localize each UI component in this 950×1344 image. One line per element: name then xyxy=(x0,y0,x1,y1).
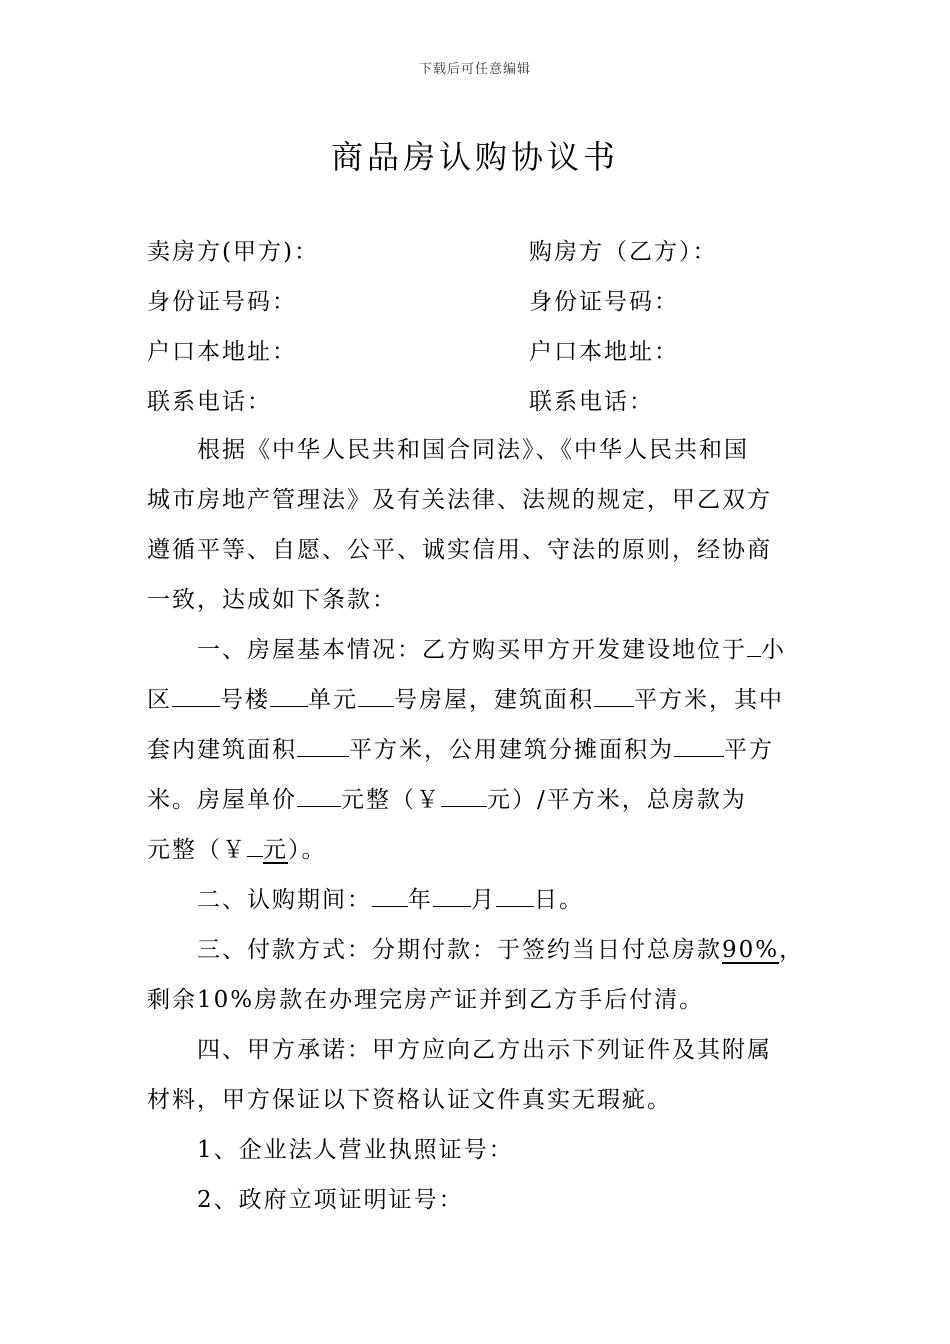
party-row-address xyxy=(147,332,807,382)
buyer-address-label: 户口本地址： xyxy=(529,339,679,365)
clause-1-text: 米。房屋单价 xyxy=(147,787,297,813)
document-title: 商品房认购协议书 xyxy=(330,138,619,176)
blank-field[interactable] xyxy=(172,676,220,707)
list-item: 2、政府立项证明证号： xyxy=(197,1187,464,1213)
clause-1-line xyxy=(147,675,807,725)
clause-1-text: 元整（￥ xyxy=(147,837,247,863)
party-row-names xyxy=(147,232,807,282)
agreement-body xyxy=(147,425,807,1225)
blank-field[interactable] xyxy=(674,726,724,757)
clause-1-text: 平方米，公用建筑分摊面积为 xyxy=(349,737,674,763)
blank-field[interactable] xyxy=(372,876,408,907)
blank-field[interactable] xyxy=(496,876,534,907)
blank-field[interactable] xyxy=(297,726,349,757)
blank-field[interactable] xyxy=(358,676,394,707)
clause-1-line xyxy=(147,725,807,775)
clause-1-text: 号房屋，建筑面积 xyxy=(394,687,594,713)
clause-3-line xyxy=(147,925,807,975)
seller-phone-label: 联系电话： xyxy=(147,389,272,415)
clause-3-text: ， xyxy=(779,937,805,963)
intro-line: 根据《中华人民共和国合同法》、《中华人民共和国 xyxy=(197,437,749,463)
clause-1-line xyxy=(147,625,807,675)
clause-4-line: 材料，甲方保证以下资格认证文件真实无瑕疵。 xyxy=(147,1087,672,1113)
clause-1-line xyxy=(147,825,807,875)
clause-2-text: 年 xyxy=(408,887,433,913)
blank-field[interactable] xyxy=(594,676,634,707)
list-item: 1、企业法人营业执照证号： xyxy=(197,1137,514,1163)
clause-1-text: 区 xyxy=(147,687,172,713)
blank-field[interactable] xyxy=(247,826,263,857)
clause-1-text: ）。 xyxy=(288,837,327,863)
blank-field[interactable] xyxy=(297,776,341,807)
clause-1-text: 平方 xyxy=(724,737,774,763)
blank-field[interactable] xyxy=(433,876,471,907)
clause-1-line xyxy=(147,775,807,825)
clause-2-text: 日。 xyxy=(534,887,584,913)
seller-address-label: 户口本地址： xyxy=(147,339,297,365)
seller-label: 卖房方(甲方)： xyxy=(147,239,319,265)
intro-line: 遵循平等、自愿、公平、诚实信用、守法的原则，经协商 xyxy=(147,537,772,563)
clause-3-line: 剩余10%房款在办理完房产证并到乙方手后付清。 xyxy=(147,987,705,1013)
clause-1-text: 号楼 xyxy=(220,687,270,713)
clause-1-text: 平方米，其中 xyxy=(634,687,784,713)
clause-2-text: 二、认购期间： xyxy=(197,887,372,913)
blank-field[interactable] xyxy=(270,676,308,707)
clause-2-line xyxy=(147,875,807,925)
clause-3-text: 三、付款方式：分期付款：于签约当日付总房款 xyxy=(197,937,722,963)
clause-2-text: 月 xyxy=(471,887,496,913)
clause-1-text: 元整（￥ xyxy=(341,787,441,813)
blank-field[interactable] xyxy=(747,626,761,657)
clause-1-text: 一、房屋基本情况：乙方购买甲方开发建设地位于 xyxy=(197,637,747,663)
buyer-phone-label: 联系电话： xyxy=(529,389,654,415)
clause-1-text: 套内建筑面积 xyxy=(147,737,297,763)
party-row-id xyxy=(147,282,807,332)
clause-3-text: 90% xyxy=(722,937,780,963)
buyer-label: 购房方（乙方）： xyxy=(529,239,718,265)
clause-1-text: 单元 xyxy=(308,687,358,713)
clause-1-text: 元）/平方米，总房款为 xyxy=(487,787,747,813)
blank-field[interactable] xyxy=(441,776,487,807)
party-info xyxy=(147,232,807,432)
clause-1-text: 小 xyxy=(761,637,786,663)
clause-1-text: 元 xyxy=(263,837,288,863)
clause-4-line: 四、甲方承诺：甲方应向乙方出示下列证件及其附属 xyxy=(197,1037,772,1063)
intro-line: 城市房地产管理法》及有关法律、法规的规定，甲乙双方 xyxy=(147,487,772,513)
header-note: 下载后可任意编辑 xyxy=(418,62,531,77)
seller-id-label: 身份证号码： xyxy=(147,289,297,315)
intro-line: 一致，达成如下条款： xyxy=(147,587,397,613)
buyer-id-label: 身份证号码： xyxy=(529,289,679,315)
